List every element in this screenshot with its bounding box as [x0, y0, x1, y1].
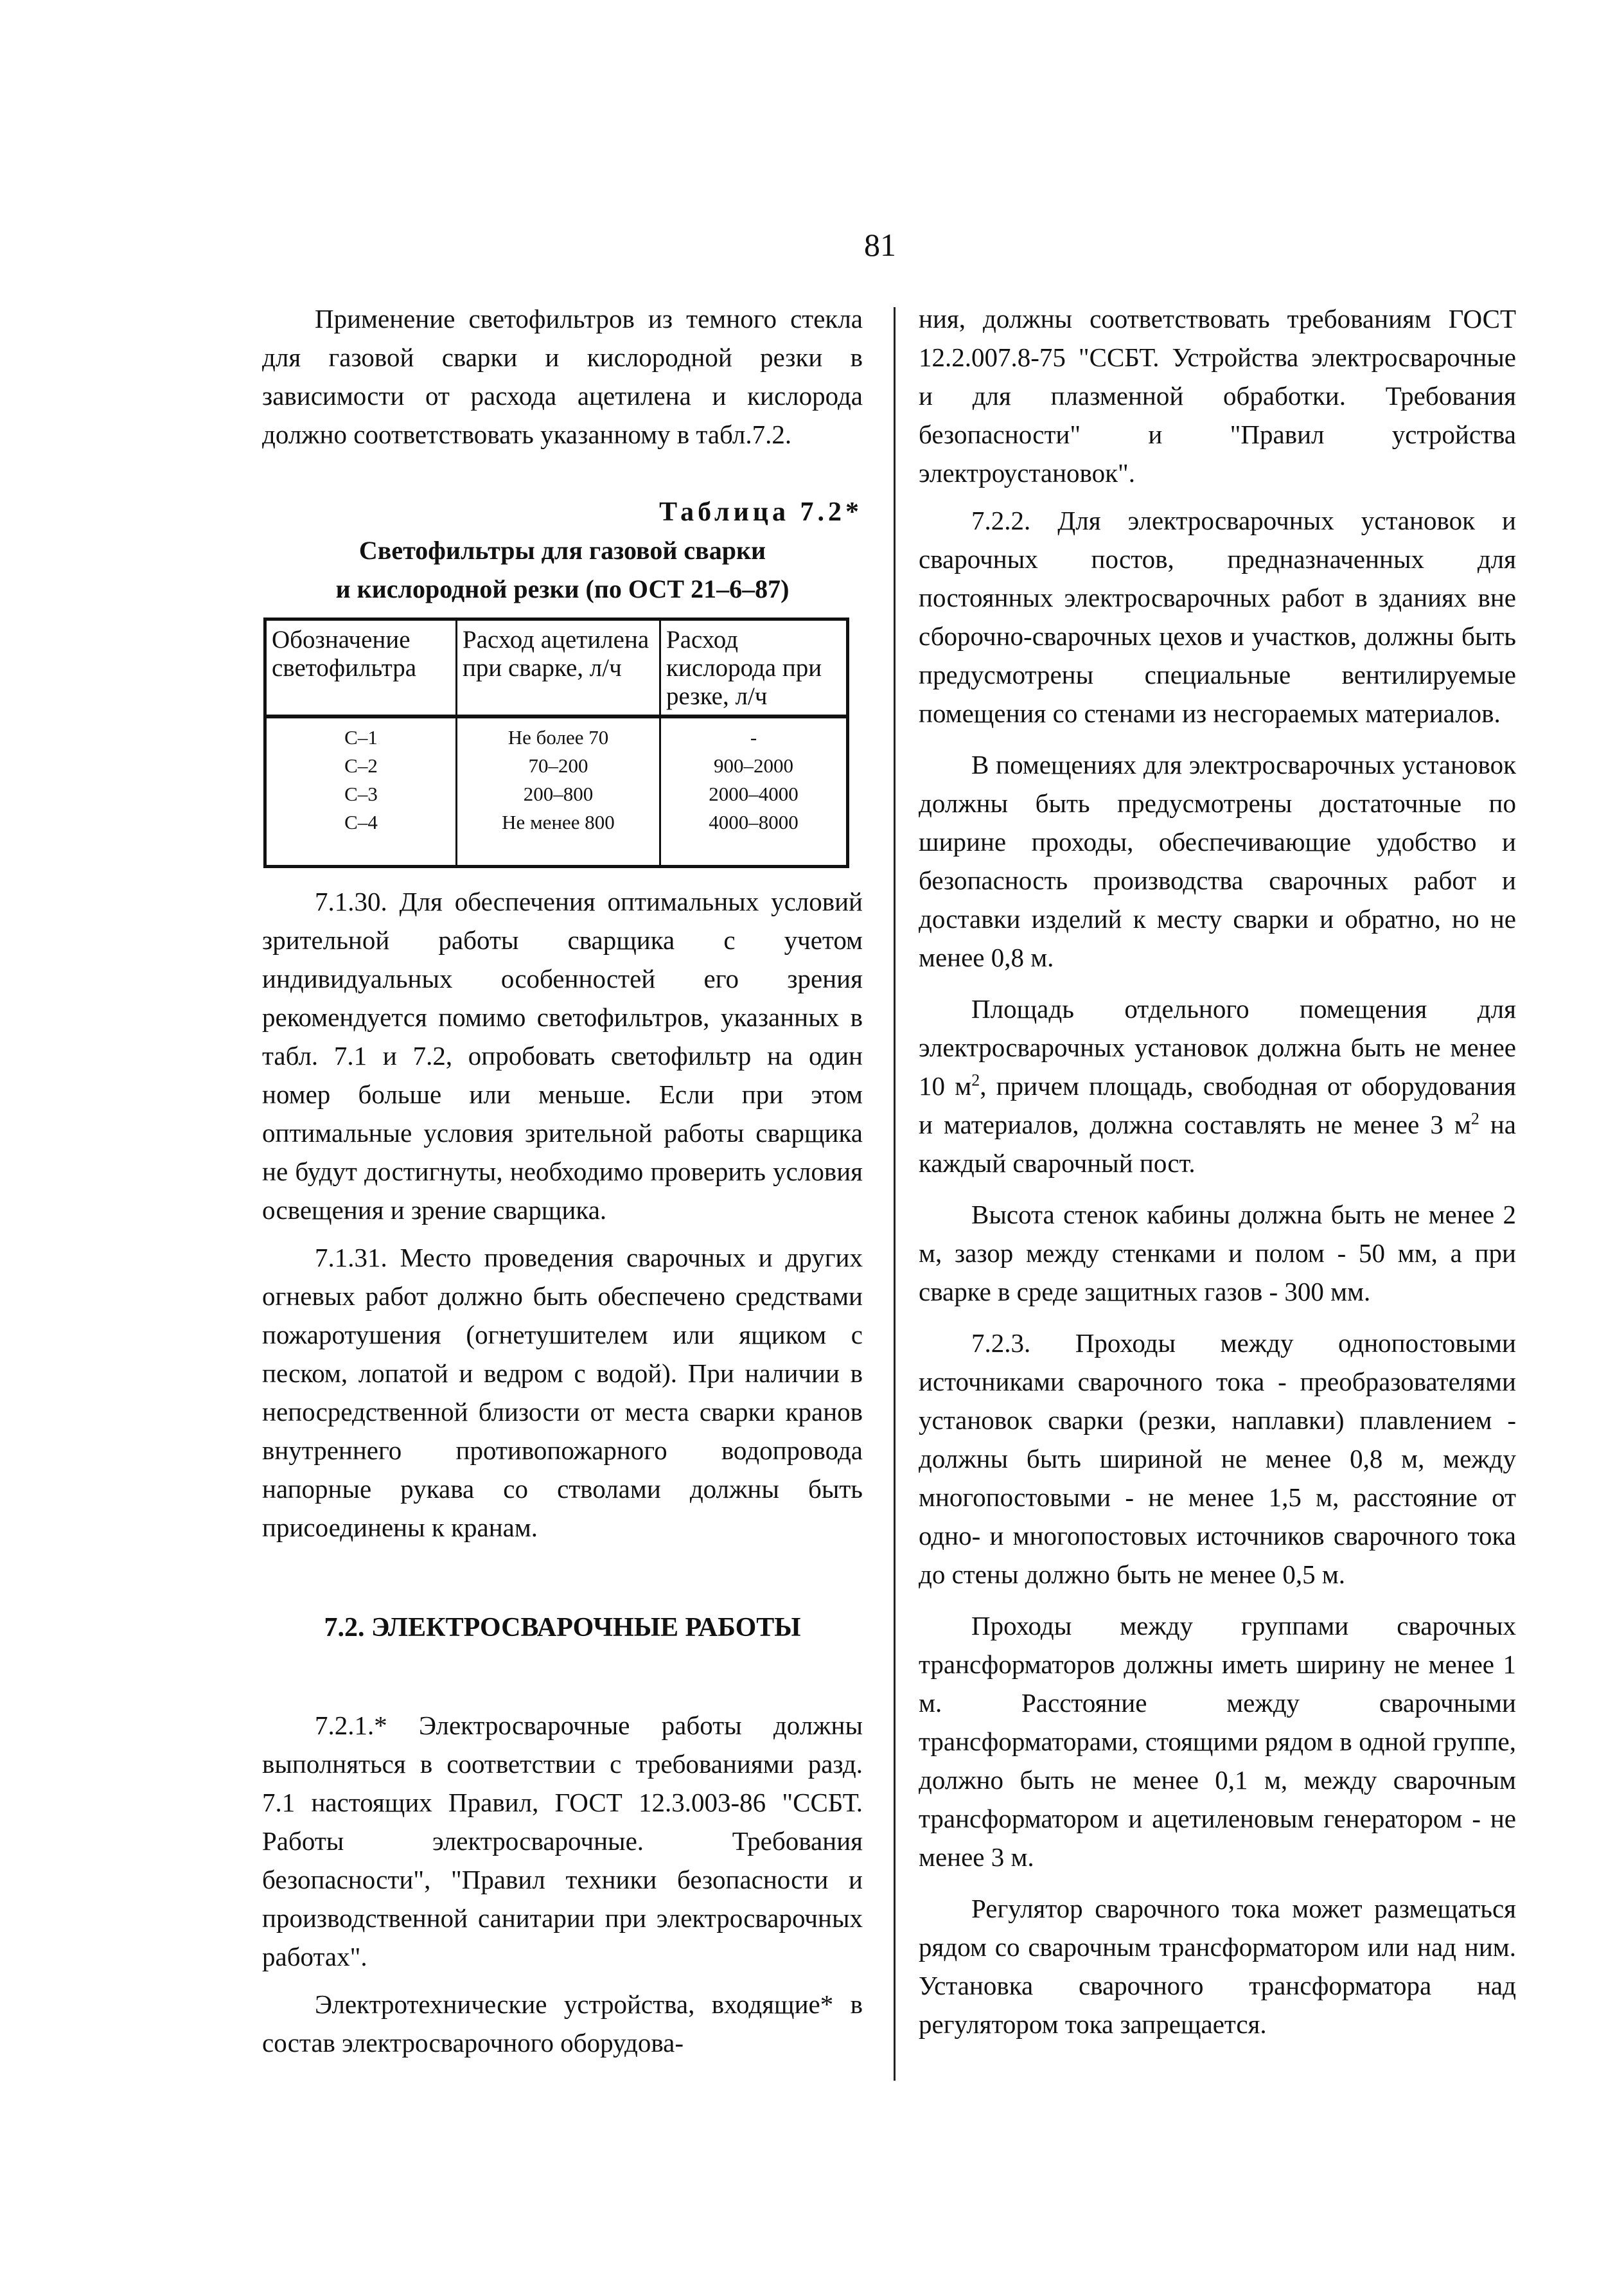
paragraph-7-2-1: 7.2.1.* Электросварочные работы должны выполняться в соответствии с требованиями разд. 7.1 настоящих Правил, ГОСТ 12.3.003-86 "ССБТ. Работы электросварочные. Требования безопасности", "Правил техники безопасности и производственной санитарии при электросварочных работах".: [262, 1711, 863, 1971]
paragraph-7-1-30: 7.1.30. Для обеспечения оптимальных условий зрительной работы сварщика с учетом индивидуальных особенностей его зрения рекомендуется помимо светофильтров, указанных в табл. 7.1 и 7.2, опробовать светофильтр на один номер больше или меньше. Если при этом оптимальные условия зрительной работы сварщика не будут достигнуты, необходимо проверить условия освещения и зрение сварщика.: [262, 887, 863, 1225]
table-caption-line-2: и кислородной резки (по ОСТ 21–6–87): [335, 574, 790, 603]
superscript: 2: [1470, 1109, 1479, 1128]
paragraph-transformers: Проходы между группами сварочных трансформаторов должны иметь ширину не менее 1 м. Расстояние между сварочными трансформаторами, стоящими рядом в одной группе, должно быть не менее 0,1 м, между сварочным трансформатором и ацетиленовым генератором - не менее 3 м.: [919, 1611, 1516, 1872]
table-cell: С–3: [265, 780, 457, 808]
page-number: 81: [864, 227, 896, 263]
paragraph-equipment: Электротехнические устройства, входящие* в состав электросварочного оборудова-: [262, 1989, 863, 2058]
table-number-line: [262, 492, 863, 531]
superscript: 2: [971, 1071, 980, 1090]
table-row: [265, 780, 848, 808]
table-row: [265, 808, 848, 867]
right-column: [919, 299, 1516, 2052]
paragraph-continuation: ния, должны соответствовать требованиям ГОСТ 12.2.007.8-75 "ССБТ. Устройства электросварочные и для плазменной обработки. Требования безопасности" и "Правил устройства электроустановок".: [919, 304, 1516, 488]
table-cell: 2000–4000: [709, 783, 799, 805]
paragraph-room-area: [919, 990, 1516, 1182]
table-cell: Не более 70: [457, 716, 660, 752]
table-header-row: [265, 619, 848, 717]
column-divider: [894, 307, 896, 2081]
table-cell: 4000–8000: [709, 811, 799, 833]
table-cell: С–1: [265, 716, 457, 752]
room-area-text-1: Площадь отдельного помещения для электросварочных установок должна быть не менее 10 м: [919, 994, 1516, 1101]
column-header-acetylene: Расход ацетилена при сварке, л/ч: [457, 619, 660, 717]
table-cell: -: [750, 726, 757, 749]
paragraph-7-2-3: 7.2.3. Проходы между однопостовыми источниками сварочного тока - преобразователями установок сварки (резки, наплавки) плавлением - должны быть шириной не менее 0,8 м, между многопостовыми - не менее 1,5 м, расстояние от одно- и многопостовых источников сварочного тока до стены должно быть не менее 0,5 м.: [919, 1328, 1516, 1589]
room-area-text-3: на каждый сварочный пост.: [919, 1110, 1516, 1178]
table-cell: С–4: [265, 808, 457, 867]
table-cell: С–2: [265, 752, 457, 780]
table-cell: Не менее 800: [457, 808, 660, 867]
paragraph-7-1-31: 7.1.31. Место проведения сварочных и других огневых работ должно быть обеспечено средствами пожаротушения (огнетушителем или ящиком с песком, лопатой и ведром с водой). При наличии в непосредственной близости от места сварки кранов внутреннего противопожарного водопровода напорные рукава со стволами должны быть присоединены к кранам.: [262, 1243, 863, 1542]
table-caption-line-1: Светофильтры для газовой сварки: [358, 536, 766, 565]
table-cell: 900–2000: [714, 754, 793, 777]
table-caption: [262, 531, 863, 609]
paragraph-cabin-height: Высота стенок кабины должна быть не менее 2 м, зазор между стенками и полом - 50 мм, а при сварке в среде защитных газов - 300 мм.: [919, 1200, 1516, 1306]
table-cell: 200–800: [457, 780, 660, 808]
room-area-text-2: , причем площадь, свободная от оборудования и материалов, должна составлять не менее 3 м: [919, 1071, 1516, 1139]
paragraph-passages: В помещениях для электросварочных установок должны быть предусмотрены достаточные по ширине проходы, обеспечивающие удобство и безопасность производства сварочных работ и доставки изделий к месту сварки и обратно, но не менее 0,8 м.: [919, 750, 1516, 972]
left-column: [262, 299, 863, 2071]
table-number: Таблица 7.2*: [659, 497, 863, 527]
paragraph-7-2-2: 7.2.2. Для электросварочных установок и сварочных постов, предназначенных для постоянных электросварочных работ в зданиях вне сборочно-сварочных цехов и участков, должны быть предусмотрены специальные вентилируемые помещения со стенами из несгораемых материалов.: [919, 506, 1516, 728]
intro-paragraph: Применение светофильтров из темного стекла для газовой сварки и кислородной резки в зависимости от расхода ацетилена и кислорода должно соответствовать указанному в табл.7.2.: [262, 304, 863, 449]
table-row: [265, 752, 848, 780]
column-header-oxygen: Расход кислорода при резке, л/ч: [660, 619, 848, 717]
table-row: [265, 716, 848, 752]
paragraph-regulator: Регулятор сварочного тока может размещаться рядом со сварочным трансформатором или над ним. Установка сварочного трансформатора над регулятором тока запрещается.: [919, 1894, 1516, 2039]
table-cell: 70–200: [457, 752, 660, 780]
column-header-filter: Обозначение светофильтра: [265, 619, 457, 717]
filters-table: [263, 618, 849, 868]
section-heading: 7.2. ЭЛЕКТРОСВАРОЧНЫЕ РАБОТЫ: [324, 1613, 801, 1642]
